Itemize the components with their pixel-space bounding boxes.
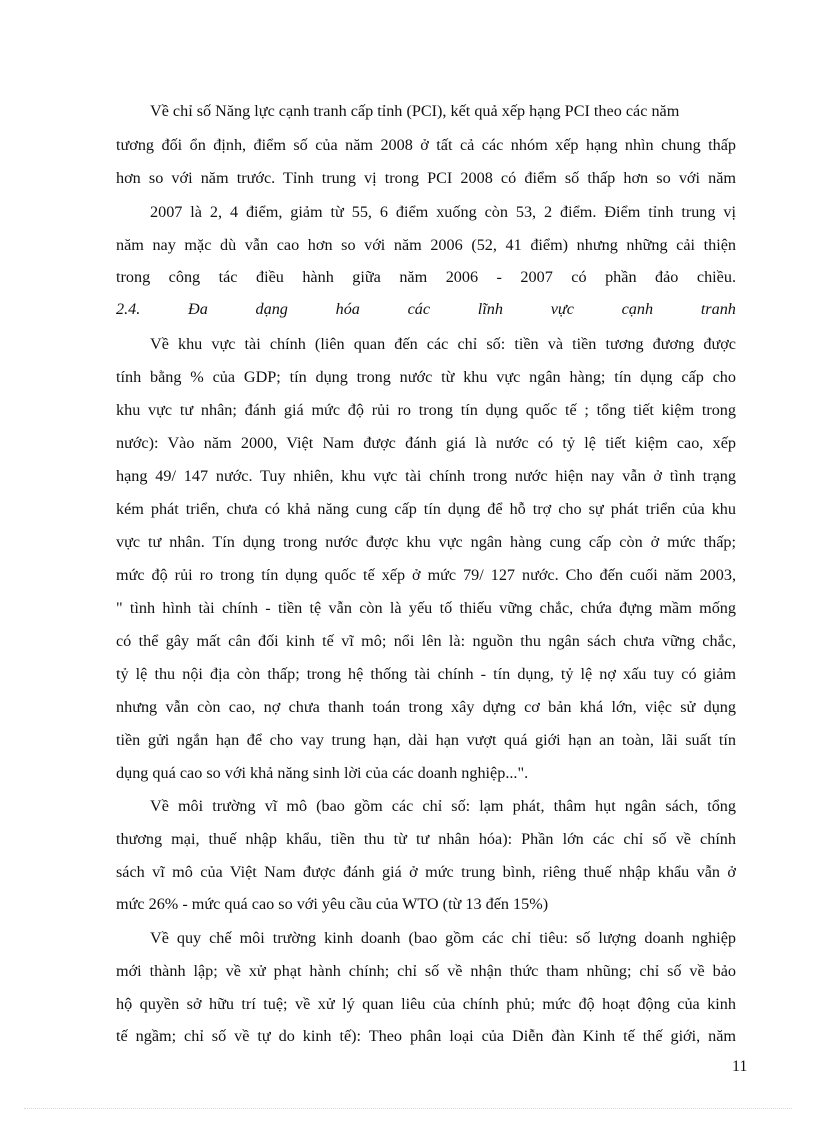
page-divider — [24, 1108, 792, 1109]
text-line: kém phát triển, chưa có khả năng cung cấp tín dụng để hỗ trợ cho sự phát triển của khu — [116, 500, 736, 518]
text-line: sách vĩ mô của Việt Nam được đánh giá ở mức trung bình, riêng thuế nhập khẩu vẫn ở — [116, 863, 736, 881]
text-line: tiền gửi ngắn hạn để cho vay trung hạn, dài hạn vượt quá giới hạn an toàn, lãi suất tín — [116, 731, 736, 749]
heading-word: hóa — [335, 300, 360, 318]
heading-word: Đa — [188, 300, 208, 318]
text-line: khu vực tư nhân; đánh giá mức độ rủi ro trong tín dụng quốc tế ; tổng tiết kiệm trong — [116, 401, 736, 419]
text-line: tương đối ổn định, điểm số của năm 2008 ở tất cả các nhóm xếp hạng nhìn chung thấp — [116, 136, 736, 154]
heading-word: lĩnh — [477, 300, 503, 318]
heading-word: cạnh — [621, 300, 654, 318]
text-line: Về môi trường vĩ mô (bao gồm các chỉ số: lạm phát, thâm hụt ngân sách, tổng — [150, 797, 736, 815]
text-line: thương mại, thuế nhập khẩu, tiền thu từ tư nhân hóa): Phần lớn các chỉ số về chính — [116, 830, 736, 848]
text-line: nước): Vào năm 2000, Việt Nam được đánh giá là nước có tỷ lệ tiết kiệm cao, xếp — [116, 434, 736, 452]
text-line: Về quy chế môi trường kinh doanh (bao gồm các chỉ tiêu: số lượng doanh nghiệp — [150, 929, 736, 947]
text-line: hộ quyền sở hữu trí tuệ; về xử lý quan liêu của chính phủ; mức độ hoạt động của kinh — [116, 995, 736, 1013]
text-line: tế ngầm; chỉ số về tự do kinh tế): Theo phân loại của Diễn đàn Kinh tế thế giới, năm — [116, 1027, 736, 1045]
text-line: tính bằng % của GDP; tín dụng trong nước từ khu vực ngân hàng; tín dụng cấp cho — [116, 368, 736, 386]
text-line: tỷ lệ thu nội địa còn thấp; trong hệ thống tài chính - tín dụng, tỷ lệ nợ xấu tuy có giảm — [116, 665, 736, 683]
text-line: Về khu vực tài chính (liên quan đến các chỉ số: tiền và tiền tương đương được — [150, 335, 736, 353]
heading-word: dạng — [255, 300, 288, 318]
text-line: trong công tác điều hành giữa năm 2006 - 2007 có phần đảo chiều. — [116, 268, 736, 286]
text-line: dụng quá cao so với khả năng sinh lời của các doanh nghiệp...". — [116, 764, 529, 782]
text-line: 2007 là 2, 4 điểm, giảm từ 55, 6 điểm xuống còn 53, 2 điểm. Điểm tỉnh trung vị — [150, 203, 736, 221]
heading-word: các — [407, 300, 431, 318]
text-line: mức độ rủi ro trong tín dụng quốc tế xếp ở mức 79/ 127 nước. Cho đến cuối năm 2003, — [116, 566, 736, 584]
text-line: nhưng vẫn còn cao, nợ chưa thanh toán trong xây dựng cơ bản khá lớn, việc sử dụng — [116, 698, 736, 716]
heading-word: vực — [550, 300, 574, 318]
text-line: hơn so với năm trước. Tỉnh trung vị trong PCI 2008 có điểm số thấp hơn so với năm — [116, 169, 736, 187]
text-line: " tình hình tài chính - tiền tệ vẫn còn là yếu tố thiếu vững chắc, chứa đựng mầm mống — [116, 599, 736, 617]
section-heading — [116, 299, 736, 319]
text-line: mới thành lập; về xử phạt hành chính; chỉ số về nhận thức tham nhũng; chỉ số về bảo — [116, 962, 736, 980]
text-line: năm nay mặc dù vẫn cao hơn so với năm 2006 (52, 41 điểm) nhưng những cải thiện — [116, 236, 736, 254]
text-line: hạng 49/ 147 nước. Tuy nhiên, khu vực tài chính trong nước hiện nay vẫn ở tình trạng — [116, 467, 736, 485]
heading-word: tranh — [700, 300, 736, 318]
page-number: 11 — [732, 1058, 748, 1075]
text-line: Về chỉ số Năng lực cạnh tranh cấp tỉnh (PCI), kết quả xếp hạng PCI theo các năm — [150, 102, 680, 120]
text-line: vực tư nhân. Tín dụng trong nước được khu vực ngân hàng cung cấp còn ở mức thấp; — [116, 533, 736, 551]
section-number: 2.4. — [116, 300, 141, 318]
text-line: có thể gây mất cân đối kinh tế vĩ mô; nổi lên là: nguồn thu ngân sách chưa vững chắc, — [116, 632, 736, 650]
text-line: mức 26% - mức quá cao so với yêu cầu của WTO (từ 13 đến 15%) — [116, 895, 549, 913]
